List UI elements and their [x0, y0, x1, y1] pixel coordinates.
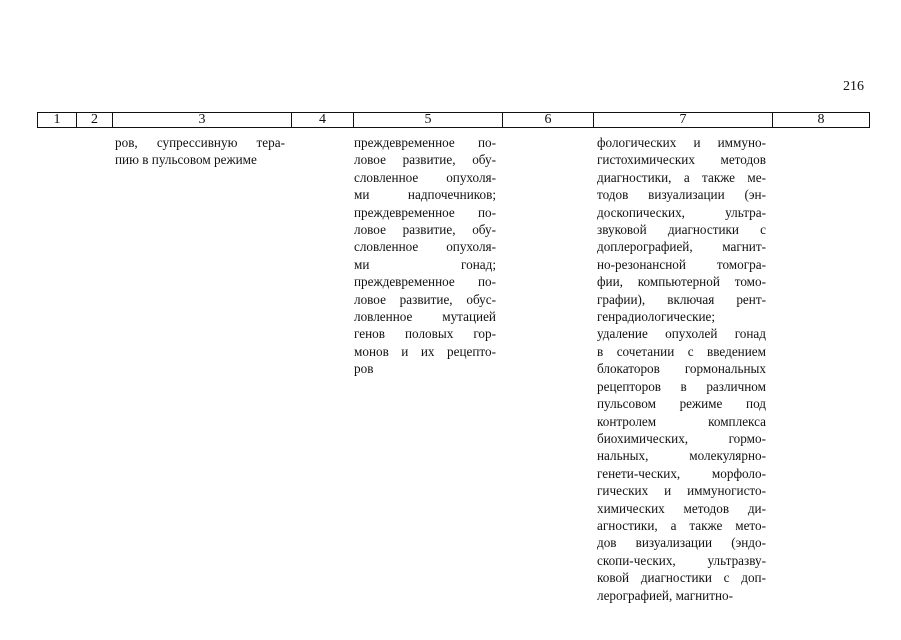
- table-header-row: [37, 112, 870, 128]
- text-line: графии), включая рент-: [597, 291, 766, 307]
- text-line: генов половых гор-: [354, 326, 496, 342]
- text-line: пию в пульсовом режиме: [115, 152, 257, 168]
- table-header-cell-3: 3: [112, 113, 291, 127]
- text-line: преждевременное по-: [354, 274, 496, 290]
- page-number: 216: [843, 79, 864, 94]
- text-line: лерографией, магнитно-: [597, 587, 734, 603]
- text-line: ловое развитие, обус-: [354, 291, 496, 307]
- text-line: доскопических, ультра-: [597, 204, 766, 220]
- text-line: звуковой диагностики с: [597, 222, 766, 238]
- text-line: блокаторов гормональных: [597, 361, 766, 377]
- text-line: диагностики, а также ме-: [597, 169, 766, 185]
- table-header-cell-7: 7: [593, 113, 772, 127]
- text-line: нальных, молекулярно-: [597, 448, 766, 464]
- text-line: контролем комплекса: [597, 413, 766, 429]
- text-line: гических и иммуногисто-: [597, 483, 766, 499]
- text-line: химических методов ди-: [597, 500, 766, 516]
- text-line: дов визуализации (эндо-: [597, 535, 766, 551]
- text-line: в сочетании с введением: [597, 343, 766, 359]
- text-line: монов и их рецепто-: [354, 343, 496, 359]
- text-line: биохимических, гормо-: [597, 430, 766, 446]
- table-cell-col7-text: [597, 134, 766, 604]
- text-line: ров: [354, 361, 374, 377]
- text-line: генрадиологические;: [597, 309, 716, 325]
- table-cell-col5-text: [354, 134, 496, 378]
- text-line: скопи-ческих, ультразву-: [597, 552, 766, 568]
- text-line: агностики, а также мето-: [597, 517, 766, 533]
- text-line: ловое развитие, обу-: [354, 152, 496, 168]
- text-line: словленное опухоля-: [354, 169, 496, 185]
- text-line: словленное опухоля-: [354, 239, 496, 255]
- table-header-cell-5: 5: [353, 113, 502, 127]
- text-line: рецепторов в различном: [597, 378, 766, 394]
- text-line: гистохимических методов: [597, 152, 766, 168]
- text-line: ловое развитие, обу-: [354, 222, 496, 238]
- table-header-cell-1: 1: [53, 112, 61, 127]
- table-cell-col3-text: [115, 134, 285, 169]
- text-line: ров, супрессивную тера-: [115, 135, 285, 150]
- text-line: доплерографией, магнит-: [597, 239, 766, 255]
- text-line: преждевременное по-: [354, 135, 496, 150]
- table-header-cell-6: 6: [502, 113, 593, 127]
- text-line: но-резонансной томогра-: [597, 256, 766, 272]
- text-line: ми гонад;: [354, 256, 496, 272]
- text-line: фии, компьютерной томо-: [597, 274, 766, 290]
- table-header-cell-4: 4: [291, 113, 353, 127]
- text-line: генети-ческих, морфоло-: [597, 465, 766, 481]
- text-line: ковой диагностики с доп-: [597, 570, 766, 586]
- text-line: ми надпочечников;: [354, 187, 496, 203]
- text-line: пульсовом режиме под: [597, 396, 766, 412]
- table-header-cell-8: 8: [772, 113, 869, 127]
- text-line: ловленное мутацией: [354, 309, 496, 325]
- text-line: фологических и иммуно-: [597, 135, 766, 150]
- text-line: удаление опухолей гонад: [597, 326, 766, 342]
- text-line: тодов визуализации (эн-: [597, 187, 766, 203]
- text-line: преждевременное по-: [354, 204, 496, 220]
- table-header-cell-2: 2: [76, 113, 112, 127]
